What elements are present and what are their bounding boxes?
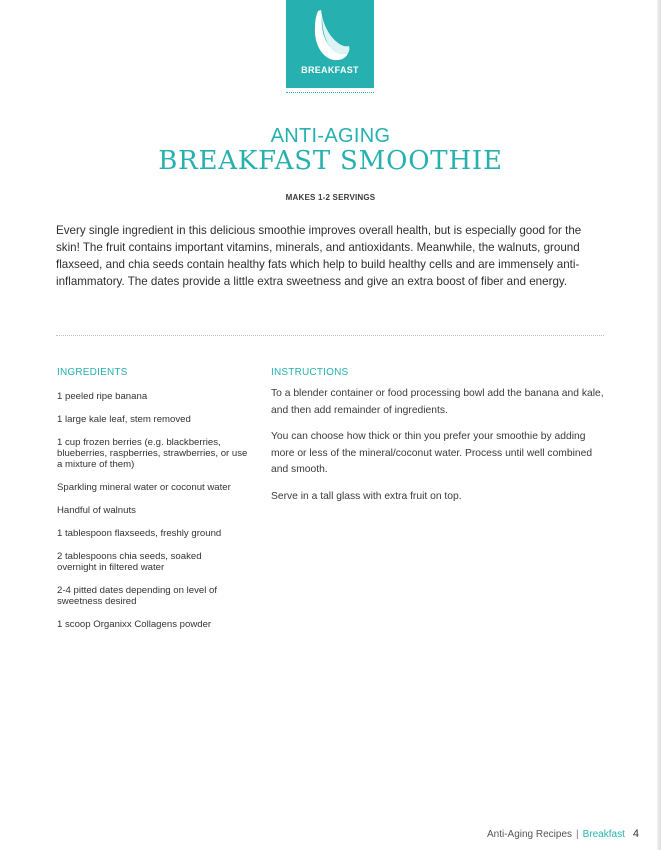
ingredient-item: 2 tablespoons chia seeds, soaked overnight in filtered water (57, 551, 202, 573)
footer-book-title: Anti-Aging Recipes (486, 829, 573, 840)
recipe-intro: Every single ingredient in this delicious smoothie improves overall health, but is especially good for the skin! The fruit contains important vitamins, minerals, and antioxidants. Meanwhile, the walnuts, ground flaxseed, and chia seeds contain healthy fats which help to build healthy cells and are immensely anti-inflammatory. The dates provide a little extra sweetness and give an extra boost of fiber and energy. (56, 224, 582, 288)
page-number: 4 (632, 828, 639, 840)
ingredient-item: 1 cup frozen berries (e.g. blackberries, blueberries, raspberries, strawberries, or use a mixture of them) (57, 437, 248, 470)
ingredient-item: 1 tablespoon flaxseeds, freshly ground (57, 528, 222, 539)
badge-divider (286, 92, 374, 93)
servings-note: MAKES 1-2 SERVINGS (285, 193, 376, 202)
footer-separator: | (576, 829, 579, 840)
ingredients-heading: INGREDIENTS (57, 367, 128, 378)
ingredient-item: 1 large kale leaf, stem removed (57, 414, 191, 425)
category-badge (286, 0, 374, 88)
ingredient-item: Sparkling mineral water or coconut water (57, 482, 231, 493)
footer-section: Breakfast (582, 829, 625, 840)
page-footer (487, 828, 639, 840)
banana-icon (308, 7, 352, 63)
instruction-step: Serve in a tall glass with extra fruit on top. (271, 490, 462, 502)
ingredient-item: 2-4 pitted dates depending on level of sweetness desired (57, 585, 218, 607)
ingredient-item: 1 scoop Organixx Collagens powder (57, 619, 212, 630)
instructions-heading: INSTRUCTIONS (271, 367, 349, 378)
ingredients-list (57, 391, 257, 642)
ingredient-item: Handful of walnuts (57, 505, 136, 516)
badge-label: BREAKFAST (301, 65, 359, 75)
recipe-title: BREAKFAST SMOOTHIE (158, 146, 503, 176)
recipe-subtitle: ANTI-AGING (270, 125, 391, 147)
instruction-step: To a blender container or food processing bowl add the banana and kale, and then add remainder of ingredients. (271, 388, 604, 416)
ingredient-item: 1 peeled ripe banana (57, 391, 148, 402)
instruction-step: You can choose how thick or thin you prefer your smoothie by adding more or less of the mineral/coconut water. Process until well combined and smooth. (271, 431, 593, 475)
instructions-list (271, 386, 611, 515)
section-divider (56, 335, 604, 336)
